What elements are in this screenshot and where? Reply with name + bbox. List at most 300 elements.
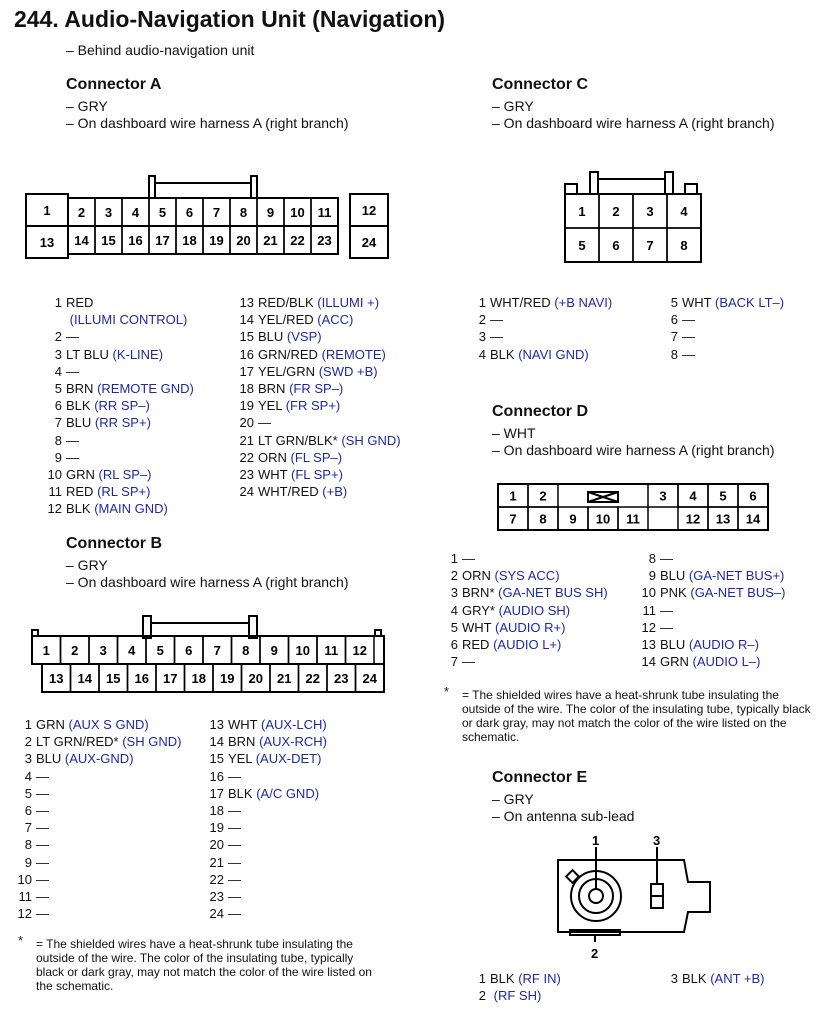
wire-color: LT GRN/RED* bbox=[36, 734, 119, 750]
pin-row bbox=[232, 346, 401, 363]
pin-row bbox=[442, 602, 608, 619]
wire-color: BRN* bbox=[462, 585, 495, 601]
wire-color: WHT bbox=[258, 467, 288, 483]
cavity-label: 19 bbox=[220, 671, 235, 686]
cavity-label: 22 bbox=[305, 671, 320, 686]
cavity-label: 16 bbox=[128, 233, 143, 248]
wire-color: BLK bbox=[490, 346, 515, 362]
pin-number: 10 bbox=[47, 467, 62, 483]
page-title: 244. Audio-Navigation Unit (Navigation) bbox=[14, 6, 446, 32]
pin-number: 20 bbox=[239, 415, 254, 431]
cavity-label: 7 bbox=[646, 238, 654, 253]
cavity-label: 11 bbox=[626, 511, 640, 527]
pin-row bbox=[16, 733, 181, 750]
pin-number: 19 bbox=[239, 398, 254, 414]
cavity-label: 20 bbox=[236, 233, 251, 248]
pin-row bbox=[46, 328, 194, 345]
wire-color: RED bbox=[462, 637, 490, 653]
pin-function: (AUX-LCH) bbox=[261, 717, 327, 732]
pin-row bbox=[442, 567, 608, 584]
pin-row bbox=[232, 397, 401, 414]
footnote-text: = The shielded wires have a heat-shrunk tube insulating the outside of the wire. The color of the insulating tube, typically black or dark gray, may not match the color of the wire listed on the schematic. bbox=[36, 937, 372, 993]
pin-function: (AUDIO L+) bbox=[493, 637, 562, 653]
wire-color: BLU bbox=[66, 415, 92, 431]
pin-number: 23 bbox=[209, 889, 224, 905]
wire-color: — bbox=[36, 854, 49, 870]
pin-function: (FL SP–) bbox=[290, 449, 343, 465]
wire-color: — bbox=[462, 551, 475, 566]
pin-number: 9 bbox=[648, 568, 656, 584]
pin-number: 14 bbox=[239, 312, 254, 328]
pin-number: 7 bbox=[670, 329, 678, 345]
pin-row bbox=[202, 768, 327, 785]
wire-color: — bbox=[36, 768, 49, 784]
cavity-label: 4 bbox=[680, 204, 688, 219]
page-subtitle: – Behind audio-navigation unit bbox=[66, 42, 255, 58]
pin-row bbox=[634, 619, 785, 636]
pin-row bbox=[16, 716, 181, 733]
pin-number: 5 bbox=[54, 381, 62, 397]
wire-color: — bbox=[462, 654, 475, 670]
cavity-label: 2 bbox=[71, 643, 79, 658]
wire-color: WHT bbox=[682, 295, 712, 310]
wire-color: — bbox=[36, 871, 49, 887]
wire-color: WHT bbox=[462, 619, 492, 635]
connector-c-pin-list-2 bbox=[662, 294, 784, 363]
connector-d-pin-list-2 bbox=[634, 550, 785, 670]
pin-function: (AUDIO L–) bbox=[692, 654, 761, 670]
pin-row bbox=[442, 584, 608, 601]
pin-row bbox=[16, 871, 181, 888]
pin-number: 22 bbox=[209, 871, 224, 887]
pin-row bbox=[470, 346, 612, 363]
wire-color: GRN bbox=[36, 717, 65, 732]
cavity-label: 7 bbox=[212, 205, 221, 220]
pin-number: 9 bbox=[54, 449, 62, 465]
connector-a-pin-list-2 bbox=[232, 294, 401, 500]
cavity-label: 15 bbox=[106, 671, 121, 686]
wire-color: — bbox=[66, 432, 79, 448]
cavity-label: 4 bbox=[131, 205, 140, 220]
cavity-label: 8 bbox=[680, 238, 688, 253]
cavity-label: 23 bbox=[317, 233, 332, 248]
wire-color: BRN bbox=[258, 381, 286, 397]
pin-number: 10 bbox=[17, 871, 32, 887]
pin-row bbox=[232, 294, 401, 311]
pin-row bbox=[470, 294, 612, 311]
pin-row bbox=[46, 466, 194, 483]
pin-number: 6 bbox=[450, 637, 458, 653]
wire-color: — bbox=[228, 854, 241, 870]
pin-number: 3 bbox=[478, 329, 486, 345]
pin-function: (SYS ACC) bbox=[494, 568, 560, 584]
pin-function: (+B NAVI) bbox=[554, 295, 613, 310]
pin-row bbox=[202, 802, 327, 819]
pin-number: 2 bbox=[24, 734, 32, 750]
wire-color: — bbox=[36, 889, 49, 905]
wire-color: — bbox=[228, 837, 241, 853]
pin-function: (AUDIO R+) bbox=[495, 619, 566, 635]
pin-row bbox=[662, 970, 765, 987]
pin-row bbox=[16, 750, 181, 767]
pin-row bbox=[46, 363, 194, 380]
pin-row bbox=[232, 483, 401, 500]
connector-c-pin-list-1 bbox=[470, 294, 612, 363]
wire-color: RED bbox=[66, 295, 94, 310]
cavity-label: 21 bbox=[263, 233, 278, 248]
cavity-label: 6 bbox=[612, 238, 620, 253]
cavity-label: 17 bbox=[155, 233, 170, 248]
pin-row bbox=[202, 733, 327, 750]
wire-color: WHT/RED bbox=[258, 484, 319, 500]
pin-number: 3 bbox=[670, 971, 678, 986]
pin-row bbox=[16, 836, 181, 853]
pin-row bbox=[202, 854, 327, 871]
pin-function: (MAIN GND) bbox=[94, 501, 168, 517]
pin-number: 17 bbox=[239, 363, 254, 379]
cavity-label: 4 bbox=[128, 643, 136, 658]
pin-number: 14 bbox=[209, 734, 224, 750]
pin-row bbox=[16, 785, 181, 802]
cavity-label: 21 bbox=[277, 671, 292, 686]
pin-number: 24 bbox=[239, 484, 254, 500]
wire-color: — bbox=[66, 329, 79, 345]
connector-b-pin-list-1 bbox=[16, 716, 181, 922]
pin-number: 7 bbox=[450, 654, 458, 670]
pin-row bbox=[202, 819, 327, 836]
pin-number: 5 bbox=[450, 619, 458, 635]
pin-function: (GA-NET BUS+) bbox=[688, 568, 785, 584]
wire-color: ORN bbox=[258, 449, 287, 465]
connector-a-pin-list-1 bbox=[46, 294, 194, 518]
cavity-label: 5 bbox=[578, 238, 586, 253]
pin-row bbox=[634, 567, 785, 584]
pin-row bbox=[634, 602, 785, 619]
connector-b-face bbox=[20, 610, 400, 700]
cavity-label: 12 bbox=[352, 643, 367, 658]
pin-function: (GA-NET BUS–) bbox=[690, 585, 786, 601]
wire-color: — bbox=[682, 329, 695, 345]
wire-color: — bbox=[258, 415, 271, 431]
connector-c-face bbox=[555, 168, 715, 272]
pin-function: (NAVI GND) bbox=[518, 346, 589, 362]
pin-number: 22 bbox=[239, 449, 254, 465]
pin-number: 1 bbox=[24, 717, 32, 732]
pin-row bbox=[232, 449, 401, 466]
wire-color: WHT bbox=[228, 717, 258, 732]
pin-function: (ILLUMI CONTROL) bbox=[69, 312, 188, 328]
pin-row bbox=[470, 970, 561, 987]
pin-function: (REMOTE GND) bbox=[97, 381, 194, 397]
pin-3-label: 3 bbox=[653, 833, 661, 848]
pin-number: 4 bbox=[24, 768, 32, 784]
pin-function: (GA-NET BUS SH) bbox=[498, 585, 608, 601]
wire-color: — bbox=[228, 871, 241, 887]
pin-row bbox=[16, 888, 181, 905]
wire-color: — bbox=[228, 768, 241, 784]
cavity-label: 10 bbox=[595, 511, 611, 527]
connector-e-pin-list-1 bbox=[470, 970, 561, 1004]
cavity-label: 24 bbox=[361, 235, 377, 250]
cavity-label: 11 bbox=[317, 205, 332, 220]
pin-row bbox=[46, 311, 194, 328]
cavity-label: 5 bbox=[156, 643, 164, 658]
pin-number: 1 bbox=[478, 295, 486, 310]
coax-pin-1-label: 1 bbox=[592, 833, 600, 848]
pin-number: 1 bbox=[54, 295, 62, 310]
pin-number: 24 bbox=[209, 906, 224, 922]
pin-2-label: 2 bbox=[591, 946, 599, 961]
pin-row bbox=[232, 432, 401, 449]
wire-color: BLU bbox=[660, 568, 686, 584]
wire-color: — bbox=[228, 820, 241, 836]
pin-number: 12 bbox=[17, 906, 32, 922]
wire-color: GRY* bbox=[462, 602, 495, 618]
connector-b-title: Connector B bbox=[66, 535, 162, 552]
pin-row bbox=[232, 363, 401, 380]
pin-number: 8 bbox=[648, 551, 656, 566]
pin-row bbox=[202, 785, 327, 802]
pin-number: 5 bbox=[24, 785, 32, 801]
cavity-label: 13 bbox=[39, 235, 55, 250]
cavity-label: 8 bbox=[242, 643, 250, 658]
wire-color: — bbox=[660, 551, 673, 566]
pin-function: (AUX S GND) bbox=[68, 717, 149, 732]
wire-color: BLU bbox=[36, 751, 62, 767]
pin-number: 9 bbox=[24, 854, 32, 870]
cavity-label: 7 bbox=[213, 643, 221, 658]
cavity-label: 15 bbox=[101, 233, 116, 248]
pin-row bbox=[634, 550, 785, 567]
pin-function: (RR SP–) bbox=[94, 398, 150, 414]
wire-color: — bbox=[36, 837, 49, 853]
connector-d-location: – On dashboard wire harness A (right branch) bbox=[492, 442, 775, 458]
pin-row bbox=[202, 716, 327, 733]
pin-function: (ACC) bbox=[317, 312, 354, 328]
cavity-label: 5 bbox=[719, 488, 727, 504]
cavity-label: 1 bbox=[42, 643, 50, 658]
pin-row bbox=[202, 905, 327, 922]
pin-number: 21 bbox=[209, 854, 224, 870]
pin-row bbox=[46, 346, 194, 363]
cavity-label: 3 bbox=[99, 643, 107, 658]
pin-number: 1 bbox=[450, 551, 458, 566]
pin-number: 2 bbox=[450, 568, 458, 584]
cavity-label: 14 bbox=[77, 671, 92, 686]
pin-function: (RL SP+) bbox=[97, 484, 151, 500]
pin-function: (K-LINE) bbox=[112, 346, 164, 362]
pin-row bbox=[442, 619, 608, 636]
wire-color: BRN bbox=[66, 381, 94, 397]
cavity-label: 9 bbox=[266, 205, 275, 220]
pin-number: 6 bbox=[54, 398, 62, 414]
pin-number: 1 bbox=[478, 971, 486, 986]
wire-color: BLK bbox=[66, 398, 91, 414]
pin-number: 13 bbox=[209, 717, 224, 732]
cavity-label: 19 bbox=[209, 233, 224, 248]
pin-row bbox=[470, 328, 612, 345]
wire-color: YEL bbox=[258, 398, 283, 414]
pin-row bbox=[634, 636, 785, 653]
pin-number: 6 bbox=[24, 803, 32, 819]
pin-function: (ILLUMI +) bbox=[317, 295, 380, 310]
pin-number: 13 bbox=[239, 295, 254, 310]
cavity-label: 3 bbox=[659, 488, 667, 504]
pin-row bbox=[16, 905, 181, 922]
cavity-label: 8 bbox=[239, 205, 248, 220]
wire-color: LT GRN/BLK* bbox=[258, 432, 338, 448]
wire-color: YEL bbox=[228, 751, 253, 767]
pin-number: 23 bbox=[239, 467, 254, 483]
pin-number: 2 bbox=[478, 988, 486, 1004]
wire-color: BRN bbox=[228, 734, 256, 750]
pin-number: 3 bbox=[54, 346, 62, 362]
wire-color: — bbox=[228, 803, 241, 819]
pin-number: 3 bbox=[450, 585, 458, 601]
pin-number: 8 bbox=[54, 432, 62, 448]
wire-color: BLK bbox=[490, 971, 515, 986]
cavity-label: 4 bbox=[689, 488, 697, 504]
pin-number: 8 bbox=[670, 346, 678, 362]
pin-number: 4 bbox=[450, 602, 458, 618]
cavity-label: 8 bbox=[539, 511, 547, 527]
cavity-label: 23 bbox=[334, 671, 349, 686]
pin-function: (AUDIO SH) bbox=[498, 602, 571, 618]
wire-color: — bbox=[228, 889, 241, 905]
wire-color: BLK bbox=[682, 971, 707, 986]
wire-color: — bbox=[682, 346, 695, 362]
pin-function: (A/C GND) bbox=[256, 785, 320, 801]
pin-row bbox=[16, 854, 181, 871]
pin-row bbox=[16, 768, 181, 785]
pin-row bbox=[662, 346, 784, 363]
pin-number: 17 bbox=[209, 785, 224, 801]
pin-function: (AUX-RCH) bbox=[259, 734, 327, 750]
cavity-label: 17 bbox=[163, 671, 178, 686]
pin-number: 12 bbox=[641, 619, 656, 635]
wire-color: BLK bbox=[228, 785, 253, 801]
pin-function: (AUX-GND) bbox=[64, 751, 134, 767]
connector-e-location: – On antenna sub-lead bbox=[492, 808, 635, 824]
pin-number: 12 bbox=[47, 501, 62, 517]
wire-color: ORN bbox=[462, 568, 491, 584]
cavity-label: 2 bbox=[612, 204, 620, 219]
cavity-label: 18 bbox=[191, 671, 206, 686]
pin-row bbox=[46, 380, 194, 397]
pin-row bbox=[202, 888, 327, 905]
pin-number: 19 bbox=[209, 820, 224, 836]
wire-color: YEL/GRN bbox=[258, 363, 316, 379]
wire-color: BLU bbox=[258, 329, 284, 345]
pin-number: 4 bbox=[54, 363, 62, 379]
pin-number: 16 bbox=[239, 346, 254, 362]
wire-color: — bbox=[660, 602, 673, 618]
pin-row bbox=[46, 483, 194, 500]
pin-row bbox=[16, 819, 181, 836]
wire-color: RED/BLK bbox=[258, 295, 314, 310]
connector-b-pin-list-2 bbox=[202, 716, 327, 922]
pin-row bbox=[46, 500, 194, 517]
wire-color: — bbox=[36, 906, 49, 922]
pin-row bbox=[202, 750, 327, 767]
pin-row bbox=[202, 836, 327, 853]
pin-row bbox=[470, 311, 612, 328]
pin-number: 21 bbox=[239, 432, 254, 448]
wire-color: GRN/RED bbox=[258, 346, 318, 362]
pin-function: (FR SP–) bbox=[289, 381, 344, 397]
connector-d-pin-list-1 bbox=[442, 550, 608, 670]
pin-row bbox=[442, 636, 608, 653]
pin-function: (SH GND) bbox=[122, 734, 182, 750]
pin-function: (FL SP+) bbox=[291, 467, 343, 483]
connector-b-location: – On dashboard wire harness A (right branch) bbox=[66, 574, 349, 590]
pin-number: 11 bbox=[48, 484, 62, 500]
pin-number: 15 bbox=[209, 751, 224, 767]
connector-c-location: – On dashboard wire harness A (right branch) bbox=[492, 115, 775, 131]
cavity-label: 22 bbox=[290, 233, 305, 248]
wire-color: — bbox=[228, 906, 241, 922]
wire-color: GRN bbox=[66, 467, 95, 483]
pin-function: (RL SP–) bbox=[98, 467, 152, 483]
pin-function: (AUDIO R–) bbox=[688, 637, 759, 653]
cavity-label: 20 bbox=[248, 671, 263, 686]
cavity-label: 2 bbox=[77, 205, 86, 220]
pin-number: 2 bbox=[54, 329, 62, 345]
pin-row bbox=[634, 584, 785, 601]
footnote-star: * bbox=[444, 684, 450, 699]
pin-function: (VSP) bbox=[286, 329, 322, 345]
cavity-label: 16 bbox=[134, 671, 149, 686]
pin-function: (RF SH) bbox=[493, 988, 542, 1004]
pin-function: (BACK LT–) bbox=[715, 295, 785, 310]
wire-color: LT BLU bbox=[66, 346, 109, 362]
pin-function: (RF IN) bbox=[518, 971, 561, 986]
connector-c-title: Connector C bbox=[492, 76, 588, 93]
pin-row bbox=[442, 550, 608, 567]
pin-number: 4 bbox=[478, 346, 486, 362]
pin-row bbox=[662, 328, 784, 345]
pin-function: (+B) bbox=[322, 484, 348, 500]
connector-e-title: Connector E bbox=[492, 769, 588, 786]
cavity-label: 24 bbox=[362, 671, 377, 686]
connector-a-title: Connector A bbox=[66, 76, 162, 93]
pin-number: 2 bbox=[478, 312, 486, 328]
cavity-label: 1 bbox=[578, 204, 586, 219]
connector-e-face bbox=[548, 832, 728, 967]
wire-color: — bbox=[36, 820, 49, 836]
pin-row bbox=[634, 653, 785, 670]
pin-number: 10 bbox=[641, 585, 656, 601]
pin-row bbox=[442, 653, 608, 670]
pin-row bbox=[16, 802, 181, 819]
pin-number: 7 bbox=[54, 415, 62, 431]
cavity-label: 10 bbox=[290, 205, 305, 220]
cavity-label: 10 bbox=[295, 643, 310, 658]
pin-number: 11 bbox=[18, 889, 32, 905]
pin-row bbox=[46, 397, 194, 414]
cavity-label: 2 bbox=[539, 488, 547, 504]
pin-row bbox=[232, 414, 401, 431]
connector-c-color: – GRY bbox=[492, 98, 534, 114]
wire-color: — bbox=[490, 312, 503, 328]
cavity-label: 12 bbox=[361, 203, 377, 218]
pin-number: 16 bbox=[209, 768, 224, 784]
wire-color: — bbox=[682, 312, 695, 328]
cavity-label: 3 bbox=[104, 205, 113, 220]
cavity-label: 1 bbox=[43, 203, 51, 218]
pin-number: 7 bbox=[24, 820, 32, 836]
wire-color: PNK bbox=[660, 585, 687, 601]
